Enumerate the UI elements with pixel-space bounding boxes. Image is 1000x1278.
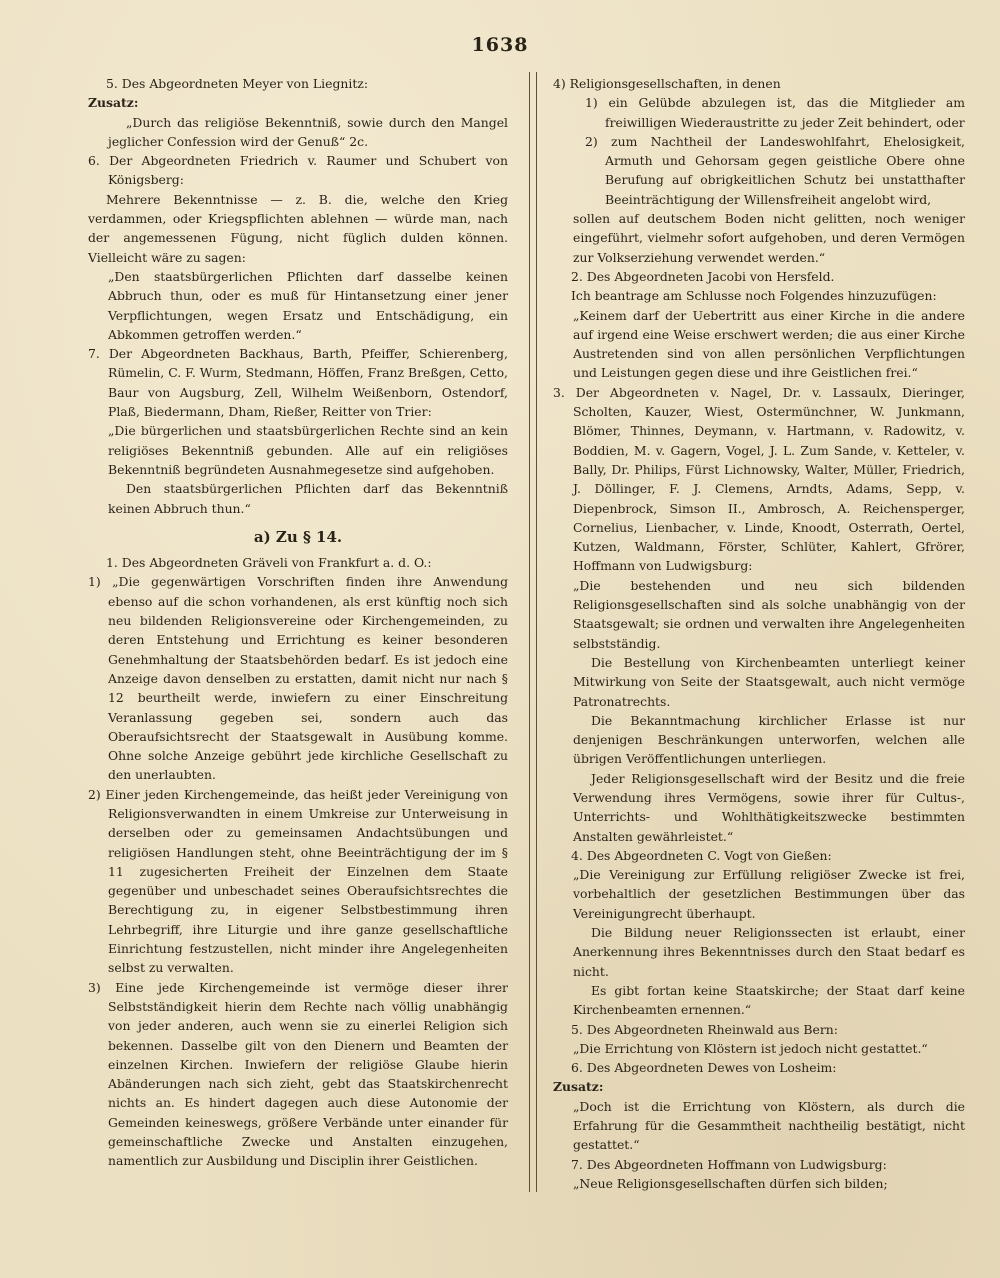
amendment-text: Mehrere Bekenntnisse — z. B. die, welche den Krieg verdammen, oder Kriegspflichten ablehnen — würde man, nach der angemessenen Fügung, nicht füglich dulden können. Vielleicht wäre zu sagen: — [88, 191, 508, 265]
amendment-quote: „Die bestehenden und neu sich bildenden Religionsgesellschaften sind als solche unabhängig von der Staatsgewalt; sie ordnen und verwalten ihre Angelegenheiten selbstständig. — [573, 577, 965, 651]
amendment-quote: Jeder Religionsgesellschaft wird der Besitz und die freie Verwendung ihres Vermögens, sowie ihrer für Cultus-, Unterrichts- und Wohlthätigkeitszwecke bestimmten Anstalten gewährleistet.“ — [573, 770, 965, 844]
amendment-label: Zusatz: — [553, 1079, 604, 1095]
amendment-quote: Es gibt fortan keine Staatskirche; der Staat darf keine Kirchenbeamten ernennen.“ — [573, 982, 965, 1018]
numbered-item: 3) Eine jede Kirchengemeinde ist vermöge dieser ihrer Selbstständigkeit hierin dem Rechte nach völlig unabhängig von jeder anderen, auch wenn sie zu einerlei Religion sich bekennen. Dasselbe gilt von den Dienern und Beamten der einzelnen Kirchen. Inwiefern der religiöse Glaube hierin Abänderungen nach sich zieht, gebt das Staatskirchenrecht nichts an. Es hindert dagegen auch diese Autonomie der Gemeinden keineswegs, größere Verbände unter einander für gemeinschaftliche Zwecke und Anstalten einzugehen, namentlich zur Ausbildung und Disciplin ihrer Geistlichen. — [88, 979, 508, 1169]
amendment-label: Zusatz: — [88, 95, 139, 111]
left-column — [88, 74, 508, 1171]
amendment-quote: „Neue Religionsgesellschaften dürfen sich bilden; — [573, 1175, 888, 1191]
amendment-quote: „Den staatsbürgerlichen Pflichten darf dasselbe keinen Abbruch thun, oder es muß für Hintansetzung einer jener Verpflichtungen, wegen Ersatz und Entschädigung, ein Abkommen getroffen werden.“ — [108, 268, 508, 342]
numbered-item: 4) Religionsgesellschaften, in denen — [553, 76, 781, 91]
amendment-heading: 7. Der Abgeordneten Backhaus, Barth, Pfeiffer, Schierenberg, Rümelin, C. F. Wurm, Stedmann, Höffen, Franz Breßgen, Cetto, Baur von Augsburg, Zell, Wilhelm Weißenborn, Ostendorf, Plaß, Biedermann, Dham, Rießer, Reitter von Trier: — [88, 346, 508, 420]
amendment-text: Ich beantrage am Schlusse noch Folgendes hinzuzufügen: — [571, 288, 937, 304]
amendment-heading: 6. Des Abgeordneten Dewes von Losheim: — [571, 1060, 837, 1076]
amendment-quote: Die Bestellung von Kirchenbeamten unterliegt keiner Mitwirkung von Seite der Staatsgewalt, auch nicht vermöge Patronatrechts. — [573, 654, 965, 709]
numbered-subitem: 1) ein Gelübde abzulegen ist, das die Mitglieder am freiwilligen Wiederaustritte zu jeder Zeit behindert, oder — [585, 95, 965, 130]
amendment-quote: Den staatsbürgerlichen Pflichten darf das Bekenntniß keinen Abbruch thun.“ — [108, 481, 508, 516]
amendment-heading: 2. Des Abgeordneten Jacobi von Hersfeld. — [571, 268, 835, 284]
amendment-text: sollen auf deutschem Boden nicht gelitten, noch weniger eingeführt, vielmehr sofort aufgehoben, und deren Vermögen zur Volkserziehung verwendet werden.“ — [573, 211, 965, 265]
amendment-quote: „Keinem darf der Uebertritt aus einer Kirche in die andere auf irgend eine Weise erschwert werden; die aus einer Kirche Austretenden sind von allen persönlichen Verpflichtungen und Leistungen gegen diese und ihre Geistlichen frei.“ — [573, 307, 965, 381]
amendment-quote: „Die Errichtung von Klöstern ist jedoch nicht gestattet.“ — [573, 1040, 928, 1056]
amendment-heading: 5. Des Abgeordneten Rheinwald aus Bern: — [571, 1021, 838, 1037]
amendment-quote: „Doch ist die Errichtung von Klöstern, als durch die Erfahrung für die Gesammtheit nachtheilig bestätigt, nicht gestattet.“ — [573, 1098, 965, 1153]
numbered-item: 2) Einer jeden Kirchengemeinde, das heißt jeder Vereinigung von Religionsverwandten in einem Umkreise zur Unterweisung in derselben oder zu gemeinsamen Andachtsübungen und religiösen Handlungen steht, ohne Beeinträchtigung der im § 11 zugesicherten Freiheit der Einzelnen dem Staate gegenüber und unbeschadet seines Oberaufsichtsrechtes die Berechtigung zu, in eigener Selbstbestimmung ihren Lehrbegriff, ihre Liturgie und ihre ganze gesellschaftliche Einrichtung festzustellen, nicht minder ihre Angelegenheiten selbst zu verwalten. — [88, 786, 508, 976]
page-number: 1638 — [471, 34, 529, 56]
column-divider — [529, 72, 537, 1192]
amendment-heading: 1. Des Abgeordneten Gräveli von Frankfurt a. d. O.: — [106, 555, 432, 571]
right-column — [553, 74, 965, 1193]
amendment-quote: „Die bürgerlichen und staatsbürgerlichen Rechte sind an kein religiöses Bekenntniß gebunden. Alle auf ein religiöses Bekenntniß begründeten Ausnahmegesetze sind aufgehoben. — [108, 423, 508, 477]
numbered-item: 1) „Die gegenwärtigen Vorschriften finden ihre Anwendung ebenso auf die schon vorhandenen, als erst künftig noch sich neu bildenden Religionsvereine oder Kirchengemeinden, zu deren Entstehung und Errichtung es keiner besonderen Genehmhaltung der Staatsbehörden bedarf. Es ist jedoch eine Anzeige davon denselben zu erstatten, damit nicht nur nach § 12 beurtheilt werde, inwiefern zu einer Einschreitung Veranlassung gegeben sei, sondern auch das Oberaufsichtsrecht der Staatsgewalt in Ausübung komme. Ohne solche Anzeige gebührt jede kirchliche Gesellschaft zu den unerlaubten. — [88, 574, 508, 783]
amendment-quote: Die Bildung neuer Religionssecten ist erlaubt, einer Anerkennung ihres Bekenntnisses durch den Staat bedarf es nicht. — [573, 925, 965, 979]
amendment-heading: 7. Des Abgeordneten Hoffmann von Ludwigsburg: — [571, 1156, 887, 1172]
amendment-heading: 6. Der Abgeordneten Friedrich v. Raumer und Schubert von Königsberg: — [88, 153, 508, 188]
amendment-heading: 4. Des Abgeordneten C. Vogt von Gießen: — [571, 847, 832, 863]
amendment-heading: 5. Des Abgeordneten Meyer von Liegnitz: — [106, 76, 369, 91]
amendment-quote: „Die Vereinigung zur Erfüllung religiöser Zwecke ist frei, vorbehaltlich der gesetzlichen Bestimmungen über das Vereinigungrecht überhaupt. — [573, 867, 965, 921]
section-heading: a) Zu § 14. — [253, 527, 343, 546]
amendment-heading: 3. Der Abgeordneten v. Nagel, Dr. v. Lassaulx, Dieringer, Scholten, Kauzer, Wiest, Ostermünchner, W. Junkmann, Blömer, Thinnes, Deymann, v. Hartmann, v. Radowitz, v. Boddien, M. v. Gagern, Vogel, J. L. Zum Sande, v. Ketteler, v. Bally, Dr. Philips, Fürst Lichnowsky, Walter, Müller, Friedrich, J. Döllinger, F. J. Clemens, Arndts, Adams, Sepp, v. Diepenbrock, Simson II., Ambrosch, A. Reichensperger, Cornelius, Lienbacher, v. Linde, Knoodt, Osterrath, Oertel, Kutzen, Waldmann, Förster, Schlüter, Kahlert, Gfrörer, Hoffmann von Ludwigsburg: — [553, 384, 965, 574]
numbered-subitem: 2) zum Nachtheil der Landeswohlfahrt, Ehelosigkeit, Armuth und Gehorsam gegen geistliche Obere ohne Berufung auf obrigkeitlichen Schutz bei unstatthafter Beeinträchtigung der Willensfreiheit angelobt wird, — [585, 133, 965, 207]
amendment-quote: Die Bekanntmachung kirchlicher Erlasse ist nur denjenigen Beschränkungen unterworfen, welchen alle übrigen Veröffentlichungen unterliegen. — [573, 712, 965, 767]
amendment-text: „Durch das religiöse Bekenntniß, sowie durch den Mangel jeglicher Confession wird der Genuß“ 2c. — [108, 114, 508, 149]
